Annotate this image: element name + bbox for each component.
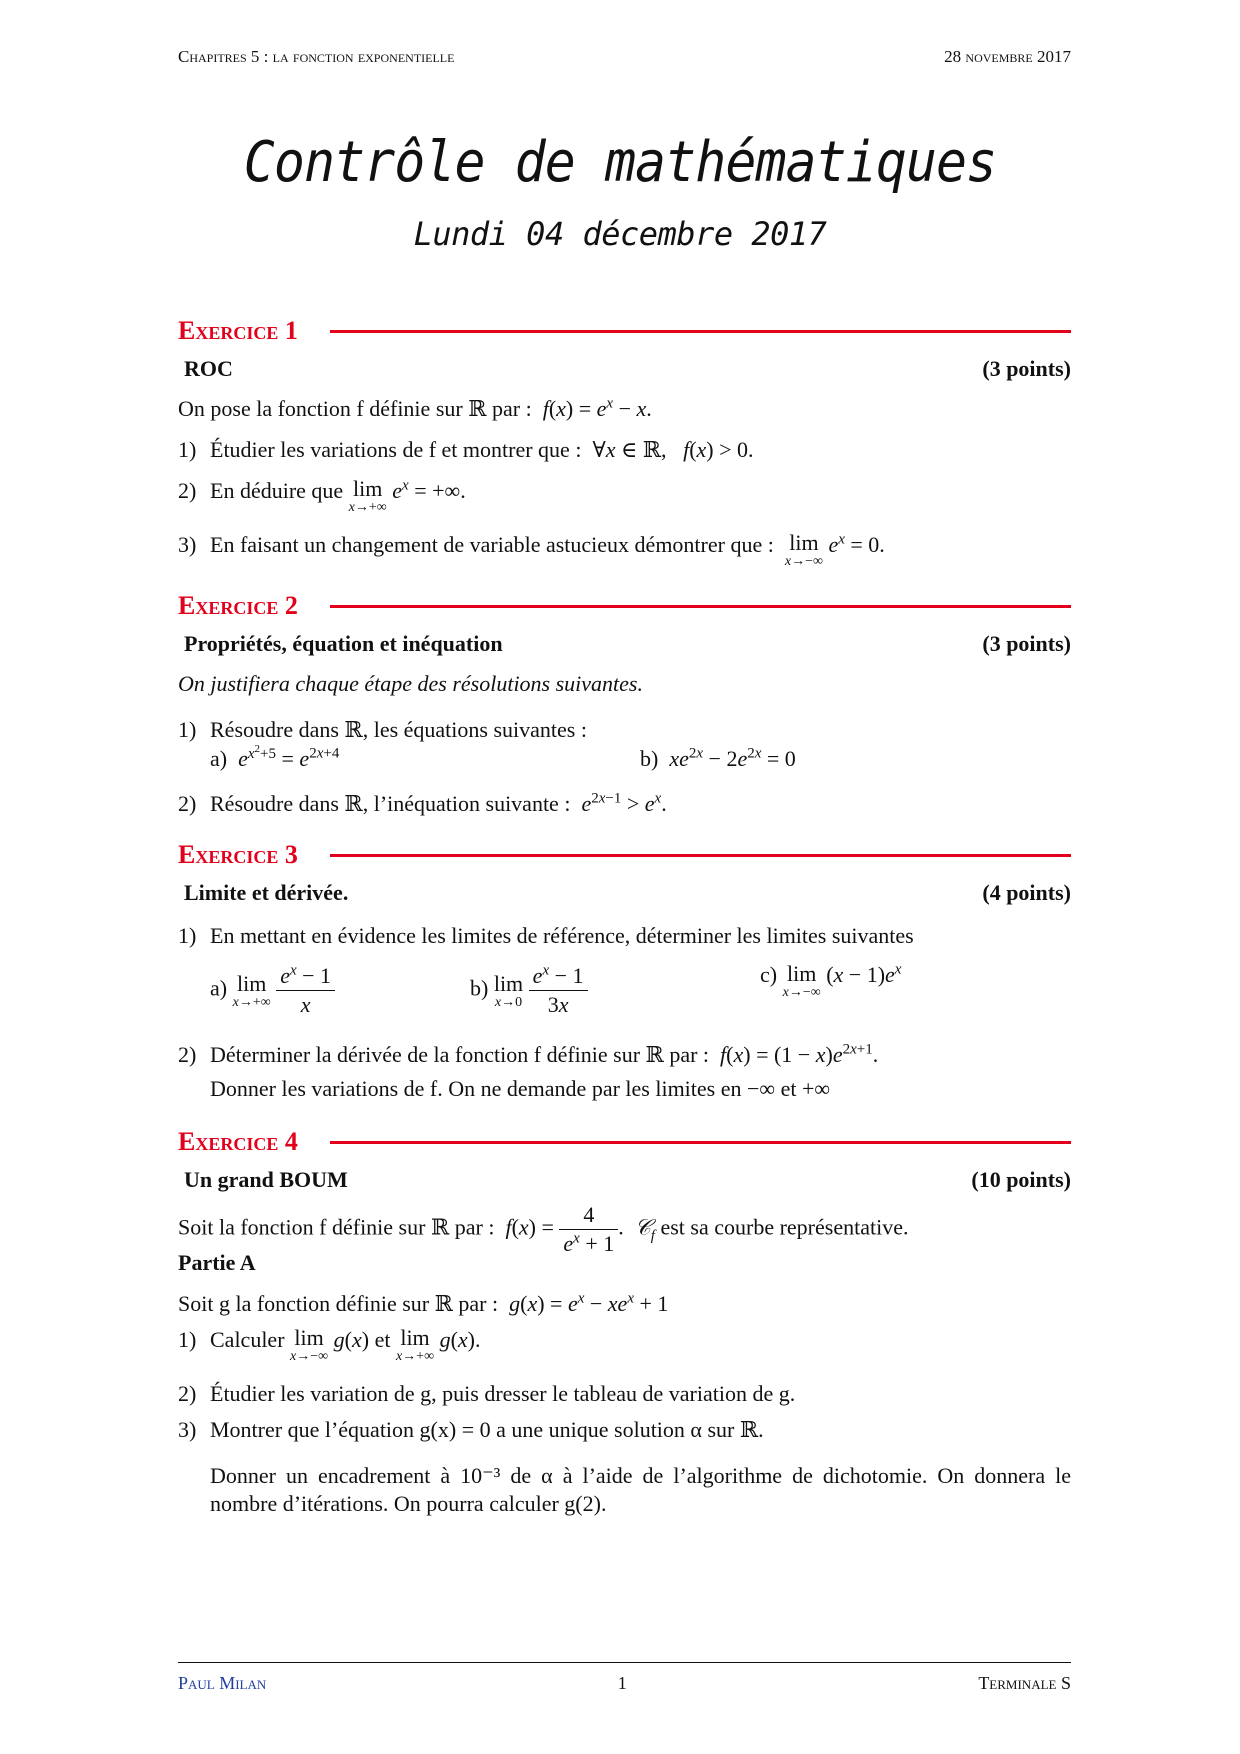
page-number: 1 (617, 1673, 627, 1693)
exercise-3-q2-cont: Donner les variations de f. On ne demande par les limites en −∞ et +∞ (210, 1076, 831, 1101)
exercise-4-q3: 3) Montrer que l’équation g(x) = 0 a une unique solution α sur ℝ. (178, 1417, 764, 1442)
header-date: 28 novembre 2017 (944, 47, 1071, 66)
exercise-1-q1: 1) Étudier les variations de f et montrer que : ∀x ∈ ℝ, f(x) > 0. (178, 437, 754, 462)
exercise-3-subtitle: Limite et dérivée. (184, 880, 349, 905)
exercise-4-q1: 1) Calculer lim x→−∞ g(x) et lim x→+∞ g(x). (178, 1325, 481, 1364)
exercise-1-subheader (178, 356, 1071, 382)
exercise-2-subheader (178, 631, 1071, 657)
exercise-2-q2: 2) Résoudre dans ℝ, l’inéquation suivante : $e^{2x-1} > e^x$. (178, 790, 667, 816)
exercise-4-header (178, 1127, 1071, 1157)
exercise-4-g-def: Soit g la fonction définie sur ℝ par : $g(x) = e^x - xe^x + 1$ (178, 1290, 669, 1316)
divider (330, 330, 1071, 333)
divider (330, 854, 1071, 857)
exercise-3-points: (4 points) (982, 880, 1071, 905)
exercise-3-q2: 2) Déterminer la dérivée de la fonction f définie sur ℝ par : $f(x) = (1 - x)e^{2x+1}$. (178, 1041, 879, 1067)
divider (330, 605, 1071, 608)
exercise-3-limits (178, 962, 1071, 1019)
content (178, 316, 1071, 1518)
exam-date: Lundi 04 décembre 2017 (413, 215, 827, 253)
equation-a: a) $e^{x^2+5} = e^{2x+4}$ (210, 742, 340, 771)
exercise-4-subheader (178, 1167, 1071, 1193)
author: Paul Milan (178, 1673, 267, 1693)
limit-b: b) lim x→0 $\frac{e^x - 1}{3x}$ (470, 962, 760, 1019)
limit-c: c) lim x→−∞ $(x - 1)e^x$ (760, 961, 902, 1000)
exercise-2-note: On justifiera chaque étape des résolutions suivantes. (178, 671, 643, 696)
exercise-1-subtitle: ROC (184, 356, 233, 381)
exercise-3-title: Exercice 3 (178, 840, 298, 869)
exercise-2-title: Exercice 2 (178, 591, 298, 620)
exercise-3-q1: 1) En mettant en évidence les limites de référence, déterminer les limites suivantes (178, 923, 914, 948)
class-level: Terminale S (978, 1673, 1071, 1693)
exercise-1-q3: 3) En faisant un changement de variable astucieux démontrer que : lim x→−∞ $e^x = 0$. (178, 530, 885, 569)
exercise-1-header (178, 316, 1071, 346)
page-header (178, 47, 1071, 67)
exercise-4-subtitle: Un grand BOUM (184, 1167, 348, 1192)
exercise-1-title: Exercice 1 (178, 316, 298, 345)
exercise-1-points: (3 points) (982, 356, 1071, 381)
limit-a: a) lim x→+∞ $\frac{e^x - 1}{x}$ (210, 962, 470, 1019)
equation-b: b) $xe^{2x} - 2e^{2x} = 0$ (640, 745, 796, 771)
exercise-2-q1: 1) Résoudre dans ℝ, les équations suivantes : (178, 717, 587, 742)
page-title: Contrôle de mathématiques (243, 130, 997, 195)
exercise-3-subheader (178, 880, 1071, 906)
exercise-2-equations (178, 742, 1071, 772)
page-footer (178, 1662, 1071, 1694)
exercise-4-title: Exercice 4 (178, 1127, 298, 1156)
exercise-4-q3-cont: Donner un encadrement à 10⁻³ de α à l’aide de l’algorithme de dichotomie. On donnera le nombre d’itérations. On pourra calculer g(2). (210, 1463, 1071, 1516)
exercise-2-subtitle: Propriétés, équation et inéquation (184, 631, 503, 656)
exercise-1-q2: 2) En déduire que lim x→+∞ $e^x$ = +∞. (178, 476, 466, 515)
exercise-4-intro: Soit la fonction f définie sur ℝ par : f(x) = $\frac{4}{e^x + 1}$ . 𝒞$_f$ est sa courbe représentative. (178, 1202, 909, 1256)
exercise-4-points: (10 points) (971, 1167, 1071, 1192)
part-a-title: Partie A (178, 1250, 256, 1275)
exercise-3-header (178, 840, 1071, 870)
divider (330, 1141, 1071, 1144)
chapter-label: Chapitres 5 : la fonction exponentielle (178, 47, 455, 66)
exercise-4-q2: 2) Étudier les variation de g, puis dresser le tableau de variation de g. (178, 1381, 796, 1406)
exercise-2-header (178, 591, 1071, 621)
exercise-2-points: (3 points) (982, 631, 1071, 656)
exercise-1-intro: On pose la fonction f définie sur ℝ par : $f(x) = e^x - x$. (178, 395, 652, 421)
